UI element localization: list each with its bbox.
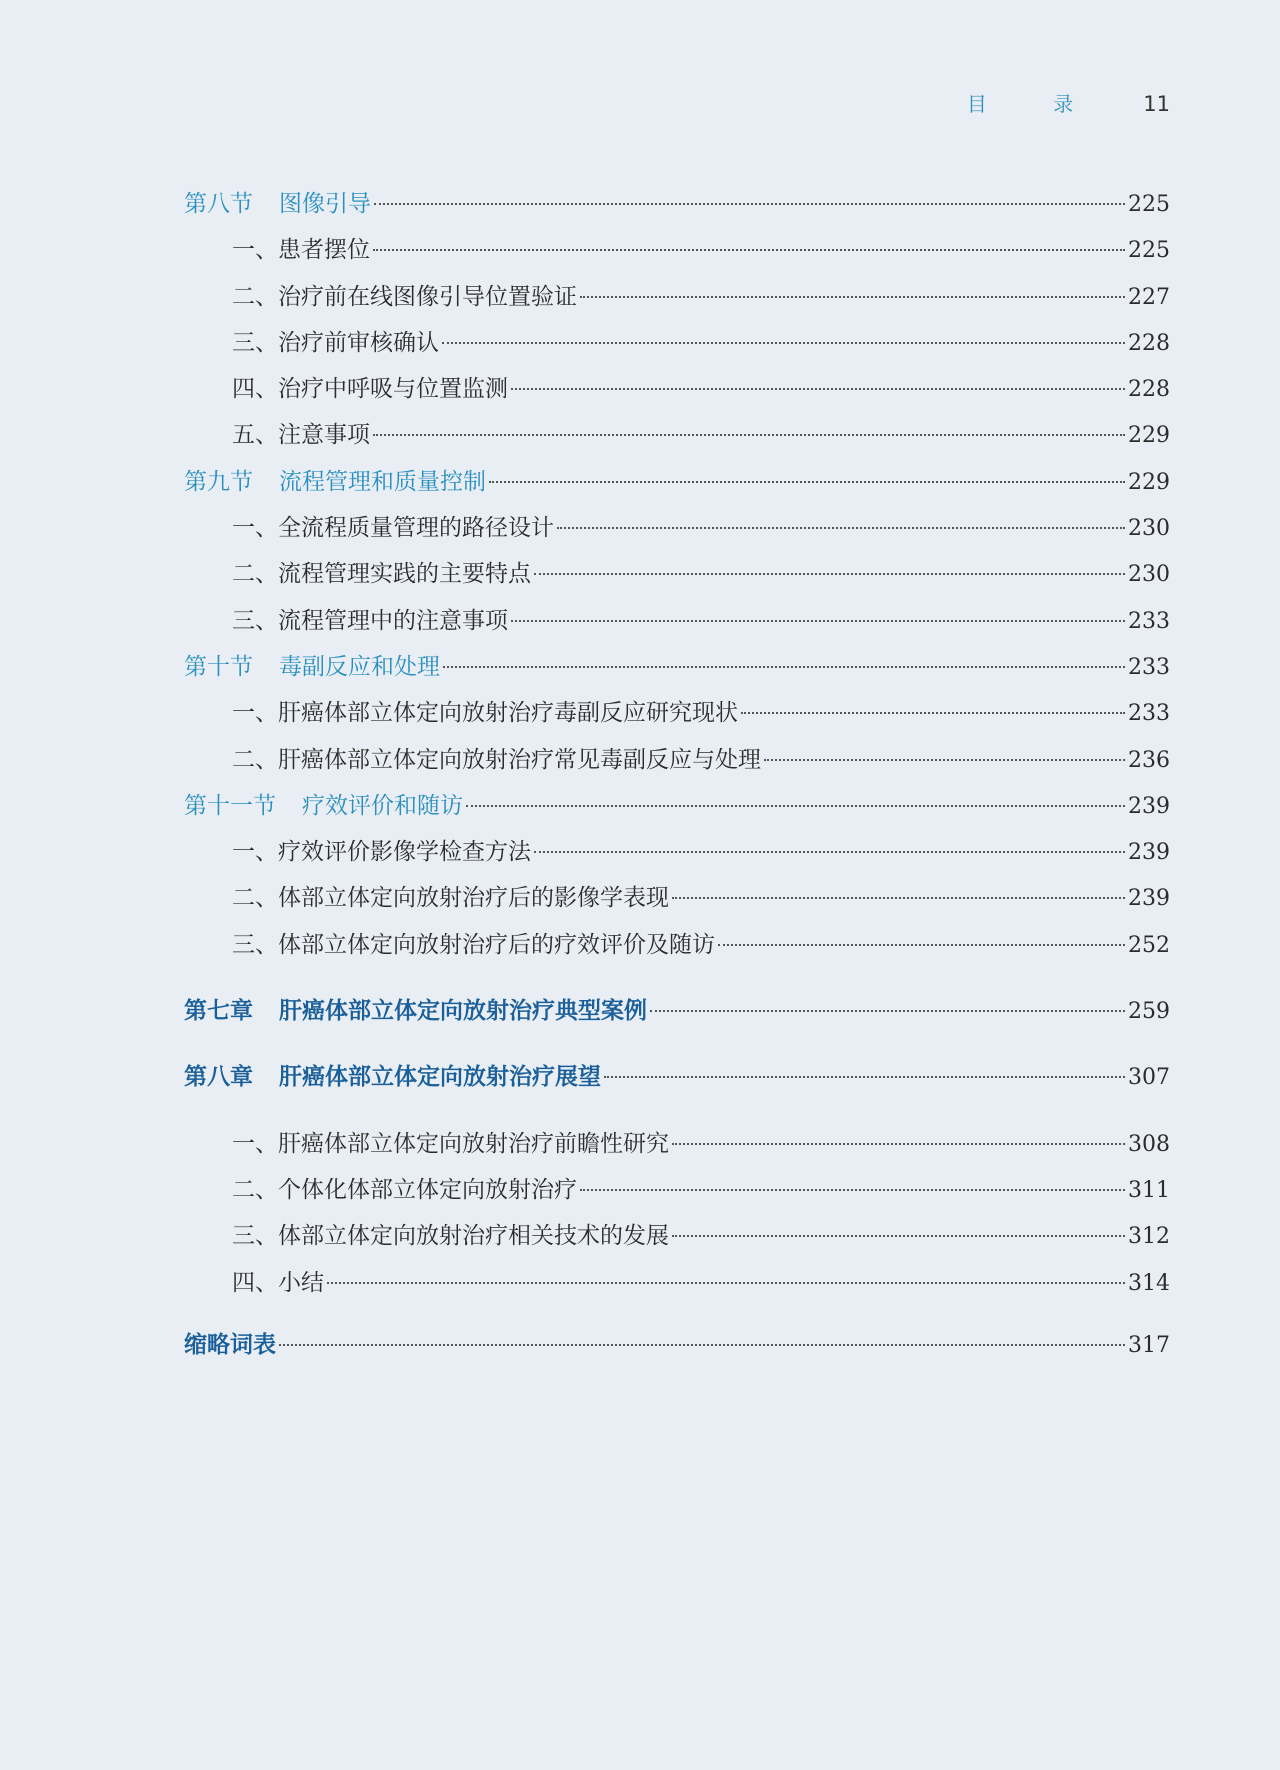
toc-page-number: 317 bbox=[1128, 1332, 1170, 1358]
toc-entry-row bbox=[184, 370, 1170, 416]
toc-label bbox=[184, 1217, 669, 1250]
dot-leader bbox=[672, 1143, 1125, 1145]
toc-label bbox=[184, 370, 508, 403]
dot-leader bbox=[327, 1282, 1125, 1284]
toc-page-number: 229 bbox=[1128, 423, 1170, 449]
toc-prefix: 一、 bbox=[232, 237, 278, 264]
toc-title: 注意事项 bbox=[278, 422, 370, 449]
toc-page-number: 230 bbox=[1128, 562, 1170, 588]
toc-prefix: 一、 bbox=[232, 700, 278, 727]
dot-leader bbox=[466, 805, 1125, 807]
toc-prefix: 一、 bbox=[232, 515, 278, 542]
toc-page-number: 228 bbox=[1128, 377, 1170, 403]
toc-title: 缩略词表 bbox=[184, 1331, 276, 1358]
toc-prefix: 四、 bbox=[232, 376, 278, 403]
toc-label bbox=[184, 185, 371, 218]
toc-entry-row bbox=[184, 833, 1170, 879]
toc-prefix: 二、 bbox=[232, 885, 278, 912]
toc-label bbox=[184, 463, 486, 496]
toc-page-number: 228 bbox=[1128, 330, 1170, 356]
toc-prefix: 第十一节 bbox=[184, 792, 276, 819]
toc-prefix: 第八章 bbox=[184, 1064, 253, 1091]
dot-leader bbox=[534, 851, 1125, 853]
toc-label bbox=[184, 509, 554, 542]
toc-label bbox=[184, 602, 508, 635]
toc-page-number: 239 bbox=[1128, 886, 1170, 912]
dot-leader bbox=[279, 1344, 1125, 1346]
toc-entry-row bbox=[184, 694, 1170, 740]
toc-prefix: 四、 bbox=[232, 1269, 278, 1296]
toc-title: 患者摆位 bbox=[278, 237, 370, 264]
toc-title: 个体化体部立体定向放射治疗 bbox=[278, 1176, 577, 1203]
toc-entry-row bbox=[184, 416, 1170, 462]
toc-label bbox=[184, 926, 715, 959]
header-title: 目 录 bbox=[966, 92, 1104, 116]
toc-section-row bbox=[184, 648, 1170, 694]
toc-label bbox=[184, 787, 463, 820]
toc-page-number: 225 bbox=[1128, 238, 1170, 264]
toc-entry-row bbox=[184, 231, 1170, 277]
toc-prefix: 一、 bbox=[232, 1130, 278, 1157]
toc-title: 流程管理中的注意事项 bbox=[278, 607, 508, 634]
toc-entry-row bbox=[184, 602, 1170, 648]
toc-title: 治疗中呼吸与位置监测 bbox=[278, 376, 508, 403]
dot-leader bbox=[557, 527, 1125, 529]
toc-entry-row bbox=[184, 1125, 1170, 1171]
toc-prefix: 一、 bbox=[232, 839, 278, 866]
toc-entry-row bbox=[184, 926, 1170, 972]
toc-section-row bbox=[184, 787, 1170, 833]
dot-leader bbox=[489, 481, 1125, 483]
dot-leader bbox=[534, 573, 1125, 575]
toc-prefix: 二、 bbox=[232, 1176, 278, 1203]
toc-label bbox=[184, 1326, 276, 1359]
toc-label bbox=[184, 741, 761, 774]
dot-leader bbox=[374, 203, 1125, 205]
toc-chapter-row bbox=[184, 1058, 1170, 1104]
toc-title: 肝癌体部立体定向放射治疗前瞻性研究 bbox=[278, 1130, 669, 1157]
toc-title: 肝癌体部立体定向放射治疗展望 bbox=[279, 1064, 601, 1091]
dot-leader bbox=[741, 712, 1125, 714]
running-header bbox=[967, 88, 1170, 117]
toc-title: 肝癌体部立体定向放射治疗毒副反应研究现状 bbox=[278, 700, 738, 727]
toc-title: 体部立体定向放射治疗后的疗效评价及随访 bbox=[278, 931, 715, 958]
toc-page-number: 229 bbox=[1128, 469, 1170, 495]
dot-leader bbox=[373, 249, 1125, 251]
toc-label bbox=[184, 416, 370, 449]
dot-leader bbox=[604, 1076, 1125, 1078]
dot-leader bbox=[672, 1235, 1125, 1237]
dot-leader bbox=[511, 388, 1125, 390]
toc-section-row bbox=[184, 185, 1170, 231]
toc-title: 疗效评价影像学检查方法 bbox=[278, 839, 531, 866]
dot-leader bbox=[442, 342, 1125, 344]
toc-chapter-row bbox=[184, 992, 1170, 1038]
toc-title: 全流程质量管理的路径设计 bbox=[278, 515, 554, 542]
dot-leader bbox=[672, 897, 1125, 899]
toc-page-number: 312 bbox=[1128, 1224, 1170, 1250]
dot-leader bbox=[580, 1189, 1125, 1191]
toc-page-number: 233 bbox=[1128, 608, 1170, 634]
toc-title: 体部立体定向放射治疗后的影像学表现 bbox=[278, 885, 669, 912]
toc-label bbox=[184, 1058, 601, 1091]
dot-leader bbox=[373, 434, 1125, 436]
toc-label bbox=[184, 992, 647, 1025]
toc-entry-row bbox=[184, 509, 1170, 555]
header-page-number: 11 bbox=[1143, 92, 1170, 116]
toc-prefix: 三、 bbox=[232, 1223, 278, 1250]
toc-prefix: 第七章 bbox=[184, 998, 253, 1025]
toc-prefix: 五、 bbox=[232, 422, 278, 449]
toc-label bbox=[184, 555, 531, 588]
toc-title: 流程管理和质量控制 bbox=[279, 468, 486, 495]
toc-label bbox=[184, 231, 370, 264]
toc-prefix: 第九节 bbox=[184, 468, 253, 495]
toc-prefix: 第八节 bbox=[184, 191, 253, 217]
toc-page-number: 233 bbox=[1128, 701, 1170, 727]
toc-entry-row bbox=[184, 278, 1170, 324]
toc-title: 毒副反应和处理 bbox=[279, 653, 440, 680]
toc-label bbox=[184, 324, 439, 357]
toc-page-number: 239 bbox=[1128, 840, 1170, 866]
toc-page-number: 308 bbox=[1128, 1131, 1170, 1157]
toc-title: 治疗前审核确认 bbox=[278, 329, 439, 356]
toc-label bbox=[184, 1171, 577, 1204]
toc-page-number: 259 bbox=[1128, 999, 1170, 1025]
toc-label bbox=[184, 879, 669, 912]
toc-prefix: 三、 bbox=[232, 607, 278, 634]
toc-label bbox=[184, 278, 577, 311]
toc-entry-row bbox=[184, 1171, 1170, 1217]
dot-leader bbox=[511, 620, 1125, 622]
toc-label bbox=[184, 694, 738, 727]
toc-entry-row bbox=[184, 741, 1170, 787]
toc-page-number: 225 bbox=[1128, 192, 1170, 217]
toc-prefix: 二、 bbox=[232, 283, 278, 310]
dot-leader bbox=[764, 759, 1125, 761]
dot-leader bbox=[443, 666, 1125, 668]
toc-title: 治疗前在线图像引导位置验证 bbox=[278, 283, 577, 310]
toc-title: 小结 bbox=[278, 1269, 324, 1296]
toc-label bbox=[184, 1264, 324, 1297]
dot-leader bbox=[718, 944, 1125, 946]
toc-title: 疗效评价和随访 bbox=[302, 792, 463, 819]
toc-section-row bbox=[184, 463, 1170, 509]
toc-entry-row bbox=[184, 1217, 1170, 1263]
toc-prefix: 二、 bbox=[232, 561, 278, 588]
toc-entry-row bbox=[184, 324, 1170, 370]
toc-prefix: 三、 bbox=[232, 931, 278, 958]
toc-title: 流程管理实践的主要特点 bbox=[278, 561, 531, 588]
toc-entry-row bbox=[184, 879, 1170, 925]
toc-page-number: 307 bbox=[1128, 1065, 1170, 1091]
toc-page-number: 252 bbox=[1128, 932, 1170, 958]
toc-page-number: 314 bbox=[1128, 1270, 1170, 1296]
toc-page-number: 230 bbox=[1128, 516, 1170, 542]
dot-leader bbox=[650, 1010, 1125, 1012]
toc-prefix: 二、 bbox=[232, 746, 278, 773]
table-of-contents bbox=[184, 185, 1170, 1372]
toc-title: 体部立体定向放射治疗相关技术的发展 bbox=[278, 1223, 669, 1250]
toc-title: 肝癌体部立体定向放射治疗常见毒副反应与处理 bbox=[278, 746, 761, 773]
toc-label bbox=[184, 1125, 669, 1158]
toc-chapter-row bbox=[184, 1326, 1170, 1372]
toc-prefix: 三、 bbox=[232, 329, 278, 356]
toc-page-number: 236 bbox=[1128, 747, 1170, 773]
toc-label bbox=[184, 833, 531, 866]
toc-entry-row bbox=[184, 1264, 1170, 1310]
toc-page-number: 233 bbox=[1128, 654, 1170, 680]
toc-page-number: 311 bbox=[1128, 1177, 1170, 1203]
toc-label bbox=[184, 648, 440, 681]
toc-entry-row bbox=[184, 555, 1170, 601]
toc-page-number: 239 bbox=[1128, 793, 1170, 819]
toc-prefix: 第十节 bbox=[184, 653, 253, 680]
dot-leader bbox=[580, 296, 1125, 298]
toc-page-number: 227 bbox=[1128, 284, 1170, 310]
toc-title: 图像引导 bbox=[279, 191, 371, 217]
toc-title: 肝癌体部立体定向放射治疗典型案例 bbox=[279, 998, 647, 1025]
